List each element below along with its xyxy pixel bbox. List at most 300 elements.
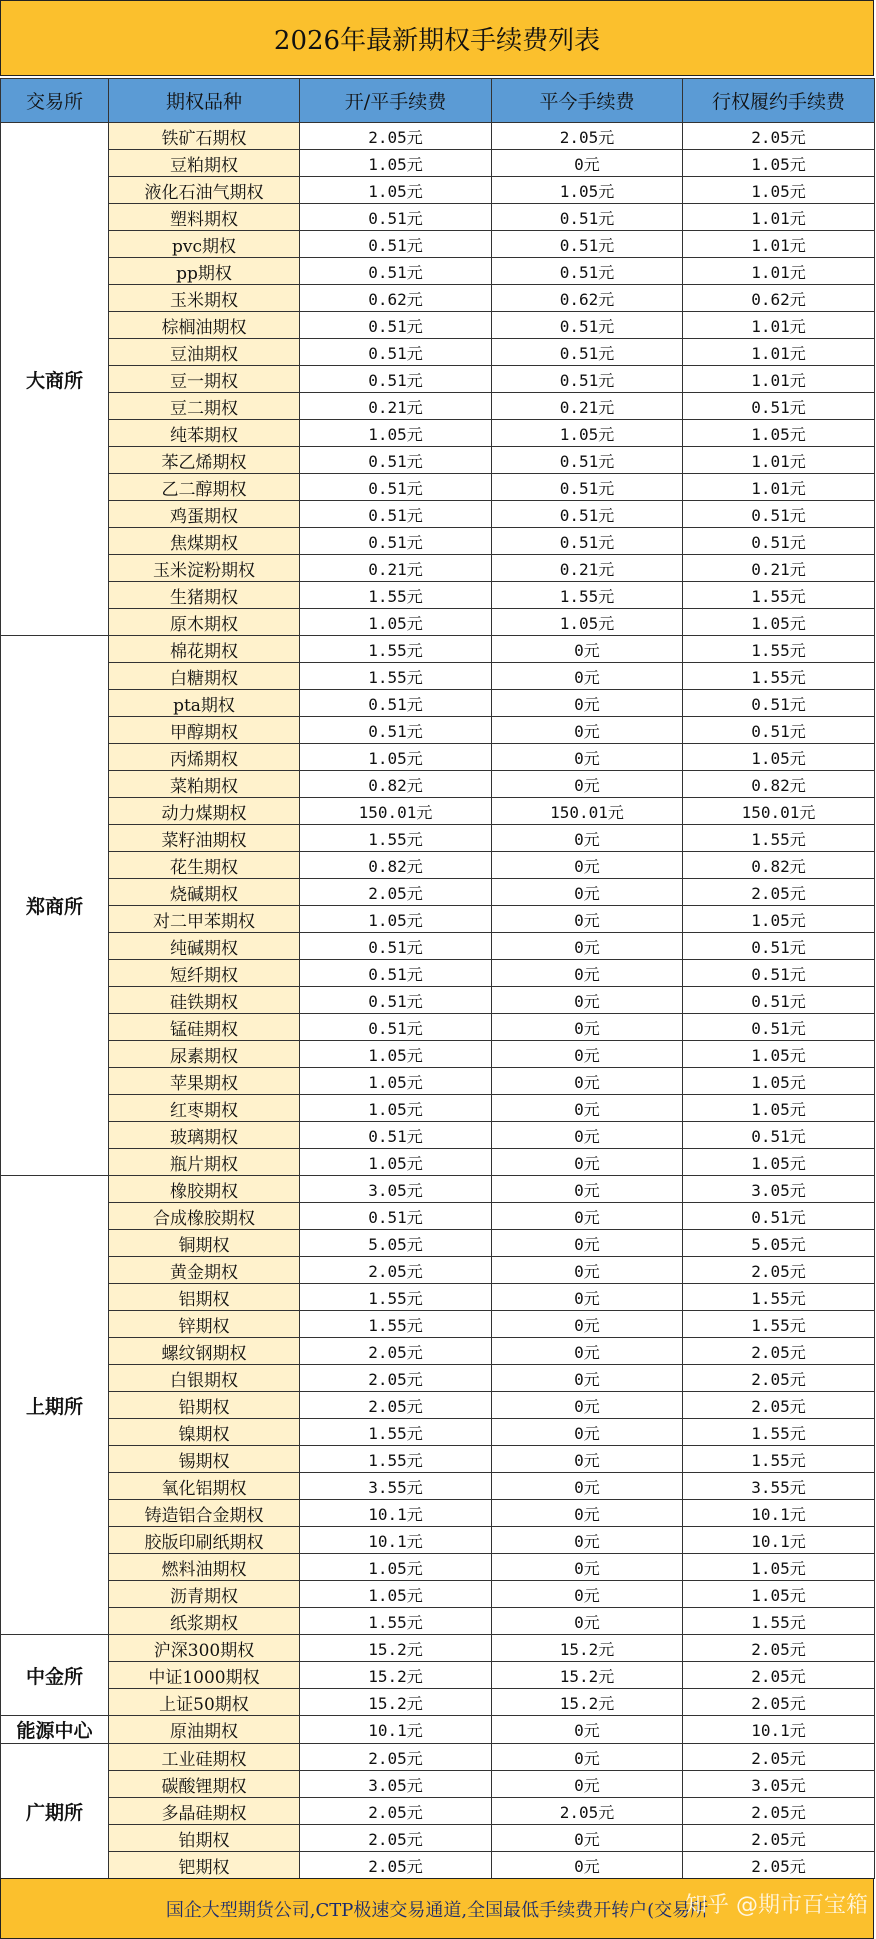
product-name-cell: 白银期权 — [109, 1365, 300, 1392]
product-name-cell: 玉米期权 — [109, 285, 300, 312]
product-name-cell: 碳酸锂期权 — [109, 1771, 300, 1798]
close-today-fee-cell: 0元 — [492, 1041, 683, 1068]
table-row — [1, 393, 875, 420]
open-close-fee-cell: 10.1元 — [300, 1500, 492, 1527]
exercise-fee-cell: 1.05元 — [683, 1581, 875, 1608]
table-row — [1, 825, 875, 852]
close-today-fee-cell: 0元 — [492, 717, 683, 744]
close-today-fee-cell: 0元 — [492, 1365, 683, 1392]
table-row — [1, 420, 875, 447]
table-body — [1, 123, 875, 1879]
header-open-close-fee: 开/平手续费 — [300, 79, 492, 123]
close-today-fee-cell: 0元 — [492, 663, 683, 690]
open-close-fee-cell: 2.05元 — [300, 1852, 492, 1879]
product-name-cell: 豆二期权 — [109, 393, 300, 420]
table-row — [1, 960, 875, 987]
product-name-cell: 沪深300期权 — [109, 1635, 300, 1662]
product-name-cell: 氧化铝期权 — [109, 1473, 300, 1500]
open-close-fee-cell: 1.55元 — [300, 636, 492, 663]
product-name-cell: 甲醇期权 — [109, 717, 300, 744]
product-name-cell: pvc期权 — [109, 231, 300, 258]
table-row — [1, 231, 875, 258]
exercise-fee-cell: 0.51元 — [683, 987, 875, 1014]
table-row — [1, 204, 875, 231]
table-row — [1, 258, 875, 285]
table-row — [1, 1500, 875, 1527]
product-name-cell: 烧碱期权 — [109, 879, 300, 906]
open-close-fee-cell: 2.05元 — [300, 123, 492, 150]
open-close-fee-cell: 0.51元 — [300, 717, 492, 744]
open-close-fee-cell: 1.05元 — [300, 1149, 492, 1176]
product-name-cell: 花生期权 — [109, 852, 300, 879]
close-today-fee-cell: 0元 — [492, 744, 683, 771]
close-today-fee-cell: 0.51元 — [492, 501, 683, 528]
close-today-fee-cell: 0元 — [492, 1500, 683, 1527]
exercise-fee-cell: 2.05元 — [683, 1392, 875, 1419]
close-today-fee-cell: 0元 — [492, 1608, 683, 1635]
open-close-fee-cell: 1.55元 — [300, 1311, 492, 1338]
open-close-fee-cell: 2.05元 — [300, 1392, 492, 1419]
open-close-fee-cell: 1.55元 — [300, 1608, 492, 1635]
open-close-fee-cell: 3.05元 — [300, 1771, 492, 1798]
product-name-cell: 铸造铝合金期权 — [109, 1500, 300, 1527]
close-today-fee-cell: 0元 — [492, 1203, 683, 1230]
open-close-fee-cell: 0.51元 — [300, 204, 492, 231]
exercise-fee-cell: 10.1元 — [683, 1527, 875, 1554]
product-name-cell: 中证1000期权 — [109, 1662, 300, 1689]
table-row — [1, 1041, 875, 1068]
open-close-fee-cell: 0.51元 — [300, 339, 492, 366]
product-name-cell: 尿素期权 — [109, 1041, 300, 1068]
table-row — [1, 933, 875, 960]
close-today-fee-cell: 0.21元 — [492, 555, 683, 582]
close-today-fee-cell: 0.51元 — [492, 474, 683, 501]
exercise-fee-cell: 2.05元 — [683, 1744, 875, 1771]
product-name-cell: 黄金期权 — [109, 1257, 300, 1284]
product-name-cell: 锌期权 — [109, 1311, 300, 1338]
exercise-fee-cell: 150.01元 — [683, 798, 875, 825]
close-today-fee-cell: 0元 — [492, 1311, 683, 1338]
open-close-fee-cell: 150.01元 — [300, 798, 492, 825]
close-today-fee-cell: 0元 — [492, 1473, 683, 1500]
exchange-cell: 郑商所 — [1, 636, 109, 1176]
exercise-fee-cell: 1.05元 — [683, 906, 875, 933]
close-today-fee-cell: 0.62元 — [492, 285, 683, 312]
open-close-fee-cell: 0.51元 — [300, 312, 492, 339]
close-today-fee-cell: 0元 — [492, 771, 683, 798]
close-today-fee-cell: 150.01元 — [492, 798, 683, 825]
product-name-cell: 丙烯期权 — [109, 744, 300, 771]
header-product: 期权品种 — [109, 79, 300, 123]
close-today-fee-cell: 0元 — [492, 1284, 683, 1311]
exercise-fee-cell: 1.05元 — [683, 150, 875, 177]
table-row — [1, 1635, 875, 1662]
table-row — [1, 1257, 875, 1284]
table-row — [1, 447, 875, 474]
table-row — [1, 663, 875, 690]
close-today-fee-cell: 15.2元 — [492, 1635, 683, 1662]
table-row — [1, 1446, 875, 1473]
close-today-fee-cell: 0.51元 — [492, 366, 683, 393]
product-name-cell: 铜期权 — [109, 1230, 300, 1257]
exercise-fee-cell: 1.55元 — [683, 1419, 875, 1446]
exchange-cell: 中金所 — [1, 1635, 109, 1716]
open-close-fee-cell: 0.51元 — [300, 1122, 492, 1149]
close-today-fee-cell: 0元 — [492, 906, 683, 933]
close-today-fee-cell: 0元 — [492, 150, 683, 177]
product-name-cell: 豆一期权 — [109, 366, 300, 393]
exercise-fee-cell: 2.05元 — [683, 1365, 875, 1392]
table-row — [1, 123, 875, 150]
fee-table — [0, 78, 875, 1879]
exercise-fee-cell: 0.51元 — [683, 717, 875, 744]
exercise-fee-cell: 1.05元 — [683, 1149, 875, 1176]
table-row — [1, 1852, 875, 1879]
product-name-cell: 铝期权 — [109, 1284, 300, 1311]
open-close-fee-cell: 2.05元 — [300, 1365, 492, 1392]
exercise-fee-cell: 1.55元 — [683, 636, 875, 663]
product-name-cell: 多晶硅期权 — [109, 1798, 300, 1825]
close-today-fee-cell: 1.05元 — [492, 177, 683, 204]
open-close-fee-cell: 1.55元 — [300, 582, 492, 609]
table-row — [1, 285, 875, 312]
exchange-cell: 能源中心 — [1, 1716, 109, 1744]
exercise-fee-cell: 0.51元 — [683, 690, 875, 717]
open-close-fee-cell: 1.05元 — [300, 150, 492, 177]
product-name-cell: 豆油期权 — [109, 339, 300, 366]
table-row — [1, 312, 875, 339]
product-name-cell: 铅期权 — [109, 1392, 300, 1419]
table-row — [1, 1338, 875, 1365]
table-row — [1, 528, 875, 555]
open-close-fee-cell: 0.51元 — [300, 987, 492, 1014]
product-name-cell: 上证50期权 — [109, 1689, 300, 1716]
product-name-cell: 生猪期权 — [109, 582, 300, 609]
table-row — [1, 771, 875, 798]
exercise-fee-cell: 2.05元 — [683, 1852, 875, 1879]
watermark: 知乎 @期市百宝箱 — [685, 1893, 868, 1918]
product-name-cell: 塑料期权 — [109, 204, 300, 231]
exercise-fee-cell: 1.05元 — [683, 177, 875, 204]
table-row — [1, 1744, 875, 1771]
open-close-fee-cell: 0.21元 — [300, 555, 492, 582]
close-today-fee-cell: 0元 — [492, 825, 683, 852]
close-today-fee-cell: 0元 — [492, 1419, 683, 1446]
table-row — [1, 1122, 875, 1149]
close-today-fee-cell: 0元 — [492, 1771, 683, 1798]
exercise-fee-cell: 1.55元 — [683, 663, 875, 690]
product-name-cell: 硅铁期权 — [109, 987, 300, 1014]
exercise-fee-cell: 3.05元 — [683, 1176, 875, 1203]
table-row — [1, 987, 875, 1014]
close-today-fee-cell: 0元 — [492, 852, 683, 879]
exercise-fee-cell: 1.01元 — [683, 339, 875, 366]
close-today-fee-cell: 0元 — [492, 1149, 683, 1176]
product-name-cell: 沥青期权 — [109, 1581, 300, 1608]
close-today-fee-cell: 0.51元 — [492, 447, 683, 474]
table-row — [1, 1771, 875, 1798]
product-name-cell: 锡期权 — [109, 1446, 300, 1473]
table-row — [1, 1284, 875, 1311]
open-close-fee-cell: 3.05元 — [300, 1176, 492, 1203]
open-close-fee-cell: 1.05元 — [300, 1581, 492, 1608]
open-close-fee-cell: 1.05元 — [300, 1068, 492, 1095]
close-today-fee-cell: 0元 — [492, 1744, 683, 1771]
product-name-cell: 铁矿石期权 — [109, 123, 300, 150]
open-close-fee-cell: 2.05元 — [300, 879, 492, 906]
exercise-fee-cell: 2.05元 — [683, 1662, 875, 1689]
exercise-fee-cell: 5.05元 — [683, 1230, 875, 1257]
close-today-fee-cell: 0元 — [492, 1392, 683, 1419]
exercise-fee-cell: 1.55元 — [683, 1608, 875, 1635]
table-row — [1, 1095, 875, 1122]
product-name-cell: 镍期权 — [109, 1419, 300, 1446]
open-close-fee-cell: 2.05元 — [300, 1825, 492, 1852]
table-row — [1, 582, 875, 609]
exercise-fee-cell: 1.55元 — [683, 1284, 875, 1311]
table-row — [1, 366, 875, 393]
product-name-cell: 白糖期权 — [109, 663, 300, 690]
close-today-fee-cell: 0元 — [492, 690, 683, 717]
close-today-fee-cell: 1.05元 — [492, 420, 683, 447]
product-name-cell: 燃料油期权 — [109, 1554, 300, 1581]
close-today-fee-cell: 1.05元 — [492, 609, 683, 636]
close-today-fee-cell: 0元 — [492, 1446, 683, 1473]
table-row — [1, 1149, 875, 1176]
close-today-fee-cell: 0.51元 — [492, 231, 683, 258]
product-name-cell: 玻璃期权 — [109, 1122, 300, 1149]
product-name-cell: 鸡蛋期权 — [109, 501, 300, 528]
exercise-fee-cell: 10.1元 — [683, 1716, 875, 1744]
exercise-fee-cell: 1.05元 — [683, 744, 875, 771]
open-close-fee-cell: 2.05元 — [300, 1338, 492, 1365]
open-close-fee-cell: 0.82元 — [300, 771, 492, 798]
open-close-fee-cell: 2.05元 — [300, 1798, 492, 1825]
exercise-fee-cell: 0.51元 — [683, 1122, 875, 1149]
exercise-fee-cell: 1.01元 — [683, 258, 875, 285]
table-row — [1, 177, 875, 204]
close-today-fee-cell: 0元 — [492, 1716, 683, 1744]
product-name-cell: 原木期权 — [109, 609, 300, 636]
table-row — [1, 1014, 875, 1041]
close-today-fee-cell: 0元 — [492, 1852, 683, 1879]
exercise-fee-cell: 2.05元 — [683, 879, 875, 906]
open-close-fee-cell: 1.05元 — [300, 177, 492, 204]
footer-banner: 国企大型期货公司,CTP极速交易通道,全国最低手续费开转户(交易所 — [0, 1878, 874, 1939]
exchange-cell: 上期所 — [1, 1176, 109, 1635]
close-today-fee-cell: 2.05元 — [492, 1798, 683, 1825]
header-exercise-fee: 行权履约手续费 — [683, 79, 875, 123]
open-close-fee-cell: 10.1元 — [300, 1527, 492, 1554]
open-close-fee-cell: 15.2元 — [300, 1662, 492, 1689]
table-row — [1, 1581, 875, 1608]
exercise-fee-cell: 1.01元 — [683, 312, 875, 339]
open-close-fee-cell: 0.51元 — [300, 366, 492, 393]
exercise-fee-cell: 0.51元 — [683, 1014, 875, 1041]
product-name-cell: 棉花期权 — [109, 636, 300, 663]
close-today-fee-cell: 0元 — [492, 1068, 683, 1095]
product-name-cell: 对二甲苯期权 — [109, 906, 300, 933]
exercise-fee-cell: 1.55元 — [683, 1311, 875, 1338]
exercise-fee-cell: 1.05元 — [683, 609, 875, 636]
exercise-fee-cell: 0.51元 — [683, 393, 875, 420]
close-today-fee-cell: 0元 — [492, 987, 683, 1014]
close-today-fee-cell: 15.2元 — [492, 1662, 683, 1689]
exercise-fee-cell: 0.51元 — [683, 1203, 875, 1230]
exercise-fee-cell: 3.05元 — [683, 1771, 875, 1798]
open-close-fee-cell: 0.62元 — [300, 285, 492, 312]
open-close-fee-cell: 1.55元 — [300, 1446, 492, 1473]
table-row — [1, 636, 875, 663]
table-row — [1, 1608, 875, 1635]
open-close-fee-cell: 0.21元 — [300, 393, 492, 420]
close-today-fee-cell: 0.21元 — [492, 393, 683, 420]
table-row — [1, 852, 875, 879]
open-close-fee-cell: 15.2元 — [300, 1689, 492, 1716]
page-title: 2026年最新期权手续费列表 — [0, 0, 874, 76]
exchange-cell: 大商所 — [1, 123, 109, 636]
open-close-fee-cell: 1.05元 — [300, 1041, 492, 1068]
exercise-fee-cell: 0.62元 — [683, 285, 875, 312]
exercise-fee-cell: 1.05元 — [683, 420, 875, 447]
close-today-fee-cell: 0元 — [492, 1176, 683, 1203]
table-row — [1, 150, 875, 177]
open-close-fee-cell: 0.51元 — [300, 528, 492, 555]
product-name-cell: 乙二醇期权 — [109, 474, 300, 501]
open-close-fee-cell: 3.55元 — [300, 1473, 492, 1500]
open-close-fee-cell: 1.05元 — [300, 1095, 492, 1122]
table-row — [1, 609, 875, 636]
close-today-fee-cell: 0元 — [492, 1825, 683, 1852]
close-today-fee-cell: 0.51元 — [492, 339, 683, 366]
open-close-fee-cell: 1.05元 — [300, 609, 492, 636]
open-close-fee-cell: 1.55元 — [300, 663, 492, 690]
open-close-fee-cell: 1.05元 — [300, 1554, 492, 1581]
close-today-fee-cell: 0元 — [492, 1095, 683, 1122]
table-row — [1, 717, 875, 744]
close-today-fee-cell: 0元 — [492, 1338, 683, 1365]
open-close-fee-cell: 0.51元 — [300, 258, 492, 285]
close-today-fee-cell: 0元 — [492, 933, 683, 960]
open-close-fee-cell: 1.55元 — [300, 825, 492, 852]
table-row — [1, 690, 875, 717]
exercise-fee-cell: 0.21元 — [683, 555, 875, 582]
close-today-fee-cell: 0元 — [492, 1257, 683, 1284]
product-name-cell: pp期权 — [109, 258, 300, 285]
close-today-fee-cell: 0.51元 — [492, 528, 683, 555]
open-close-fee-cell: 1.05元 — [300, 744, 492, 771]
header-close-today-fee: 平今手续费 — [492, 79, 683, 123]
exercise-fee-cell: 2.05元 — [683, 1257, 875, 1284]
product-name-cell: 橡胶期权 — [109, 1176, 300, 1203]
exercise-fee-cell: 2.05元 — [683, 1635, 875, 1662]
table-row — [1, 1419, 875, 1446]
exercise-fee-cell: 1.01元 — [683, 474, 875, 501]
close-today-fee-cell: 0元 — [492, 1014, 683, 1041]
open-close-fee-cell: 2.05元 — [300, 1744, 492, 1771]
product-name-cell: pta期权 — [109, 690, 300, 717]
product-name-cell: 苯乙烯期权 — [109, 447, 300, 474]
open-close-fee-cell: 1.55元 — [300, 1284, 492, 1311]
open-close-fee-cell: 0.82元 — [300, 852, 492, 879]
exercise-fee-cell: 0.51元 — [683, 501, 875, 528]
close-today-fee-cell: 0.51元 — [492, 258, 683, 285]
table-header-row — [1, 79, 875, 123]
product-name-cell: 纸浆期权 — [109, 1608, 300, 1635]
product-name-cell: 钯期权 — [109, 1852, 300, 1879]
table-row — [1, 474, 875, 501]
exercise-fee-cell: 2.05元 — [683, 1338, 875, 1365]
open-close-fee-cell: 0.51元 — [300, 1014, 492, 1041]
open-close-fee-cell: 0.51元 — [300, 933, 492, 960]
exercise-fee-cell: 1.55元 — [683, 825, 875, 852]
exercise-fee-cell: 0.51元 — [683, 528, 875, 555]
open-close-fee-cell: 15.2元 — [300, 1635, 492, 1662]
table-row — [1, 1527, 875, 1554]
open-close-fee-cell: 1.05元 — [300, 420, 492, 447]
close-today-fee-cell: 0元 — [492, 879, 683, 906]
open-close-fee-cell: 0.51元 — [300, 690, 492, 717]
header-exchange: 交易所 — [1, 79, 109, 123]
product-name-cell: 红枣期权 — [109, 1095, 300, 1122]
table-row — [1, 555, 875, 582]
exercise-fee-cell: 0.82元 — [683, 771, 875, 798]
open-close-fee-cell: 0.51元 — [300, 1203, 492, 1230]
exercise-fee-cell: 1.05元 — [683, 1041, 875, 1068]
open-close-fee-cell: 10.1元 — [300, 1716, 492, 1744]
exercise-fee-cell: 1.01元 — [683, 231, 875, 258]
exercise-fee-cell: 1.01元 — [683, 204, 875, 231]
product-name-cell: 瓶片期权 — [109, 1149, 300, 1176]
exercise-fee-cell: 2.05元 — [683, 1825, 875, 1852]
product-name-cell: 苹果期权 — [109, 1068, 300, 1095]
product-name-cell: 玉米淀粉期权 — [109, 555, 300, 582]
exercise-fee-cell: 2.05元 — [683, 1798, 875, 1825]
open-close-fee-cell: 0.51元 — [300, 231, 492, 258]
open-close-fee-cell: 0.51元 — [300, 474, 492, 501]
close-today-fee-cell: 15.2元 — [492, 1689, 683, 1716]
table-row — [1, 501, 875, 528]
table-row — [1, 906, 875, 933]
exercise-fee-cell: 0.82元 — [683, 852, 875, 879]
close-today-fee-cell: 0.51元 — [492, 312, 683, 339]
product-name-cell: 纯苯期权 — [109, 420, 300, 447]
open-close-fee-cell: 5.05元 — [300, 1230, 492, 1257]
close-today-fee-cell: 0元 — [492, 1230, 683, 1257]
exercise-fee-cell: 0.51元 — [683, 960, 875, 987]
close-today-fee-cell: 0元 — [492, 1527, 683, 1554]
open-close-fee-cell: 1.55元 — [300, 1419, 492, 1446]
table-row — [1, 1230, 875, 1257]
table-row — [1, 1716, 875, 1744]
close-today-fee-cell: 0元 — [492, 960, 683, 987]
table-row — [1, 1662, 875, 1689]
close-today-fee-cell: 0元 — [492, 1554, 683, 1581]
close-today-fee-cell: 0.51元 — [492, 204, 683, 231]
exercise-fee-cell: 10.1元 — [683, 1500, 875, 1527]
table-row — [1, 1365, 875, 1392]
open-close-fee-cell: 0.51元 — [300, 447, 492, 474]
exercise-fee-cell: 1.01元 — [683, 447, 875, 474]
product-name-cell: 螺纹钢期权 — [109, 1338, 300, 1365]
exercise-fee-cell: 2.05元 — [683, 123, 875, 150]
product-name-cell: 锰硅期权 — [109, 1014, 300, 1041]
exercise-fee-cell: 1.05元 — [683, 1095, 875, 1122]
table-row — [1, 1176, 875, 1203]
product-name-cell: 菜粕期权 — [109, 771, 300, 798]
close-today-fee-cell: 0元 — [492, 1122, 683, 1149]
table-row — [1, 879, 875, 906]
